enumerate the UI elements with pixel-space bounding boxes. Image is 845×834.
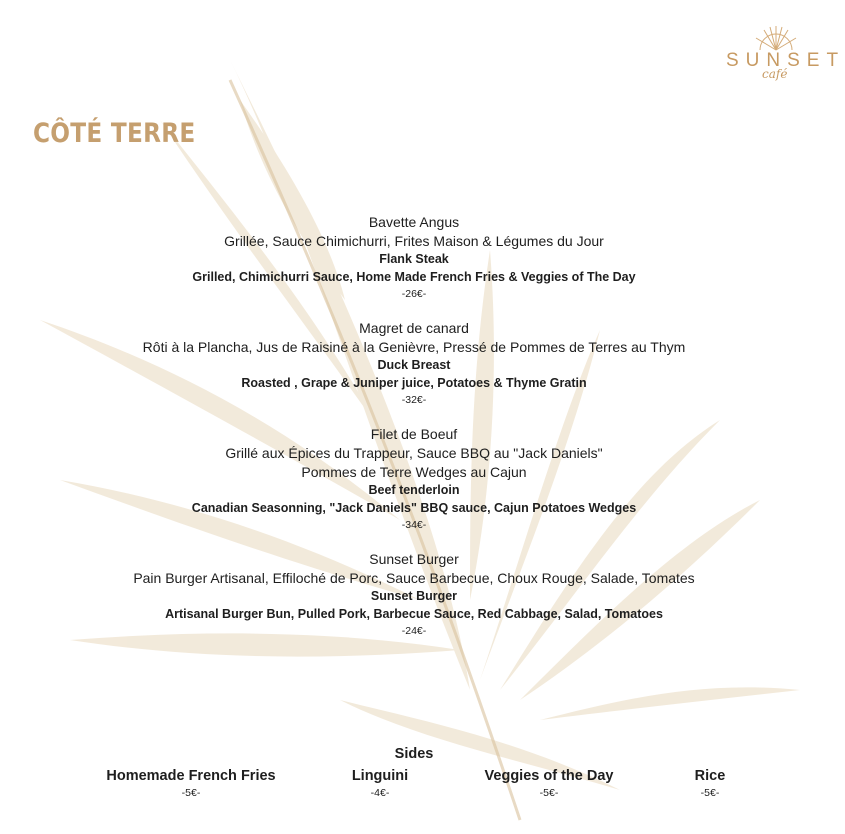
menu-item <box>0 425 828 533</box>
side-price: -5€- <box>181 787 201 799</box>
side-price: -5€- <box>539 787 559 799</box>
dish-price: -24€- <box>401 625 427 637</box>
dish-description-fr: Grillée, Sauce Chimichurri, Frites Maison & Légumes du Jour <box>224 233 604 249</box>
dish-name-en: Flank Steak <box>379 252 449 266</box>
menu-list <box>0 213 828 656</box>
logo-subtitle: café <box>762 67 788 81</box>
dish-price: -32€- <box>401 394 427 406</box>
dish-description-fr-line-2: Pommes de Terre Wedges au Cajun <box>301 464 527 480</box>
dish-name-fr: Filet de Boeuf <box>370 426 458 442</box>
side-item-veggies <box>478 767 620 802</box>
sides-heading: Sides <box>394 746 434 762</box>
section-title: CÔTÉ TERRE <box>33 118 196 149</box>
dish-name-fr: Bavette Angus <box>368 214 460 230</box>
dish-description-fr: Pain Burger Artisanal, Effiloché de Porc, Sauce Barbecue, Choux Rouge, Salade, Tomates <box>133 570 695 586</box>
dish-price: -34€- <box>401 519 427 531</box>
dish-description-fr: Rôti à la Plancha, Jus de Raisiné à la Genièvre, Pressé de Pommes de Terres au Thym <box>142 339 686 355</box>
menu-item <box>0 213 828 302</box>
side-name: Veggies of the Day <box>484 768 614 784</box>
dish-name-en: Beef tenderloin <box>368 483 460 497</box>
menu-item <box>0 319 828 408</box>
side-name: Homemade French Fries <box>106 768 276 784</box>
dish-description-en: Grilled, Chimichurri Sauce, Home Made French Fries & Veggies of The Day <box>192 270 636 284</box>
side-name: Linguini <box>351 768 409 784</box>
dish-name-fr: Magret de canard <box>359 320 469 336</box>
side-item-french-fries <box>106 767 276 802</box>
dish-name-en: Sunset Burger <box>370 589 458 603</box>
dish-description-en: Roasted , Grape & Juniper juice, Potatoes & Thyme Gratin <box>241 376 587 390</box>
menu-item <box>0 550 828 639</box>
logo-wordmark: SUNSET <box>726 50 845 71</box>
dish-price: -26€- <box>401 288 427 300</box>
sunset-cafe-logo <box>722 22 845 86</box>
side-item-rice <box>680 767 740 802</box>
dish-description-fr: Grillé aux Épices du Trappeur, Sauce BBQ au "Jack Daniels" <box>225 445 603 461</box>
dish-name-en: Duck Breast <box>377 358 451 372</box>
side-item-linguini <box>340 767 420 802</box>
dish-name-fr: Sunset Burger <box>369 551 459 567</box>
dish-description-en: Artisanal Burger Bun, Pulled Pork, Barbecue Sauce, Red Cabbage, Salad, Tomatoes <box>165 607 663 621</box>
side-name: Rice <box>694 768 726 784</box>
side-price: -5€- <box>700 787 720 799</box>
side-price: -4€- <box>370 787 390 799</box>
dish-description-en: Canadian Seasonning, "Jack Daniels" BBQ sauce, Cajun Potatoes Wedges <box>191 501 637 515</box>
